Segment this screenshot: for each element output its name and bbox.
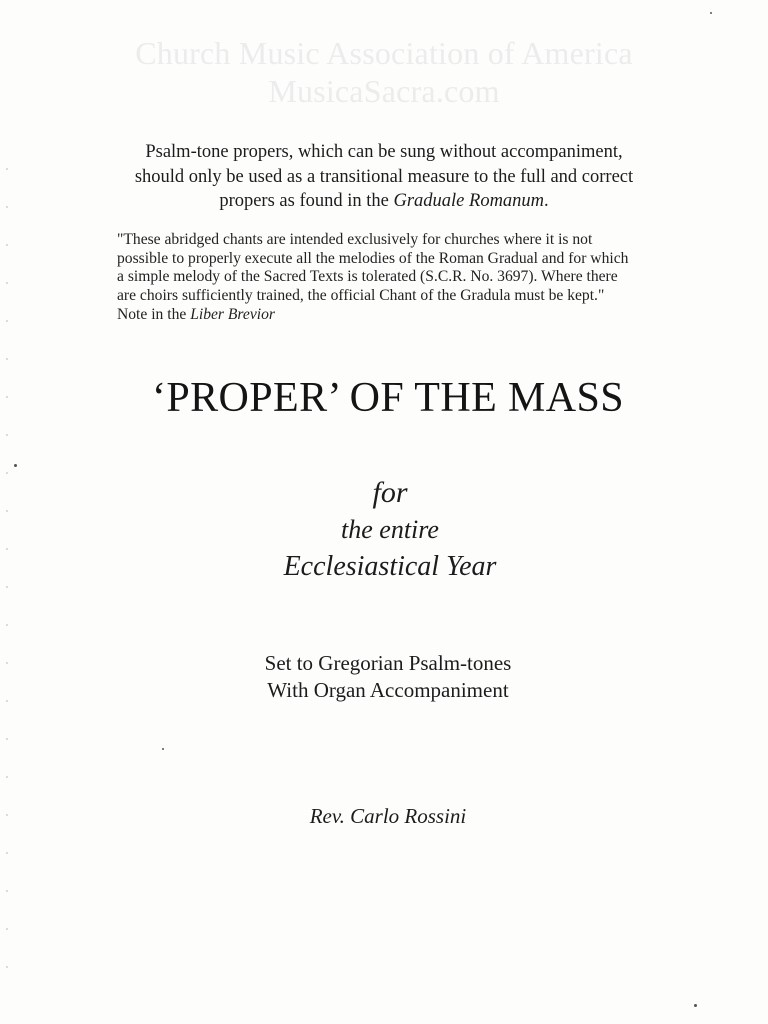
scan-speck bbox=[710, 12, 712, 14]
intro-line-3-suffix: . bbox=[544, 191, 549, 211]
watermark-organization: Church Music Association of America bbox=[135, 35, 633, 71]
scan-speck bbox=[14, 464, 17, 467]
intro-line-1: Psalm-tone propers, which can be sung without accompaniment, bbox=[145, 142, 623, 162]
subtitle-ecclesiastical-year: Ecclesiastical Year bbox=[283, 551, 497, 582]
intro-line-3 bbox=[60, 189, 708, 214]
intro-paragraph bbox=[60, 140, 708, 214]
subtitle-entire: the entire bbox=[341, 515, 439, 544]
scan-speck bbox=[694, 1004, 697, 1007]
subtitle-for: for bbox=[372, 476, 408, 509]
graduale-romanum-title: Graduale Romanum bbox=[393, 191, 545, 211]
page-title: ‘PROPER’ OF THE MASS bbox=[151, 375, 625, 421]
scan-speck bbox=[162, 748, 164, 750]
author-name: Rev. Carlo Rossini bbox=[309, 804, 467, 828]
setting-description bbox=[0, 650, 768, 704]
watermark-website: MusicaSacra.com bbox=[268, 73, 500, 109]
quote-text: "These abridged chants are intended exclusively for churches where it is not possible to properly execute all the melodies of the Roman Gradual and for which a simple melody of the Sacred Texts is tolerated (S.C.R. No. 3697). Where there are choirs sufficiently trained, the official Chant of the Gradula must be kept." Note in the bbox=[117, 231, 629, 323]
setting-line-2: With Organ Accompaniment bbox=[267, 678, 509, 702]
intro-line-2: should only be used as a transitional measure to the full and correct bbox=[134, 166, 634, 187]
liber-brevior-quote bbox=[117, 231, 637, 325]
quote-source: Liber Brevior bbox=[190, 305, 275, 323]
intro-line-3-prefix: propers as found in the bbox=[219, 191, 394, 211]
setting-line-1: Set to Gregorian Psalm-tones bbox=[264, 651, 512, 675]
